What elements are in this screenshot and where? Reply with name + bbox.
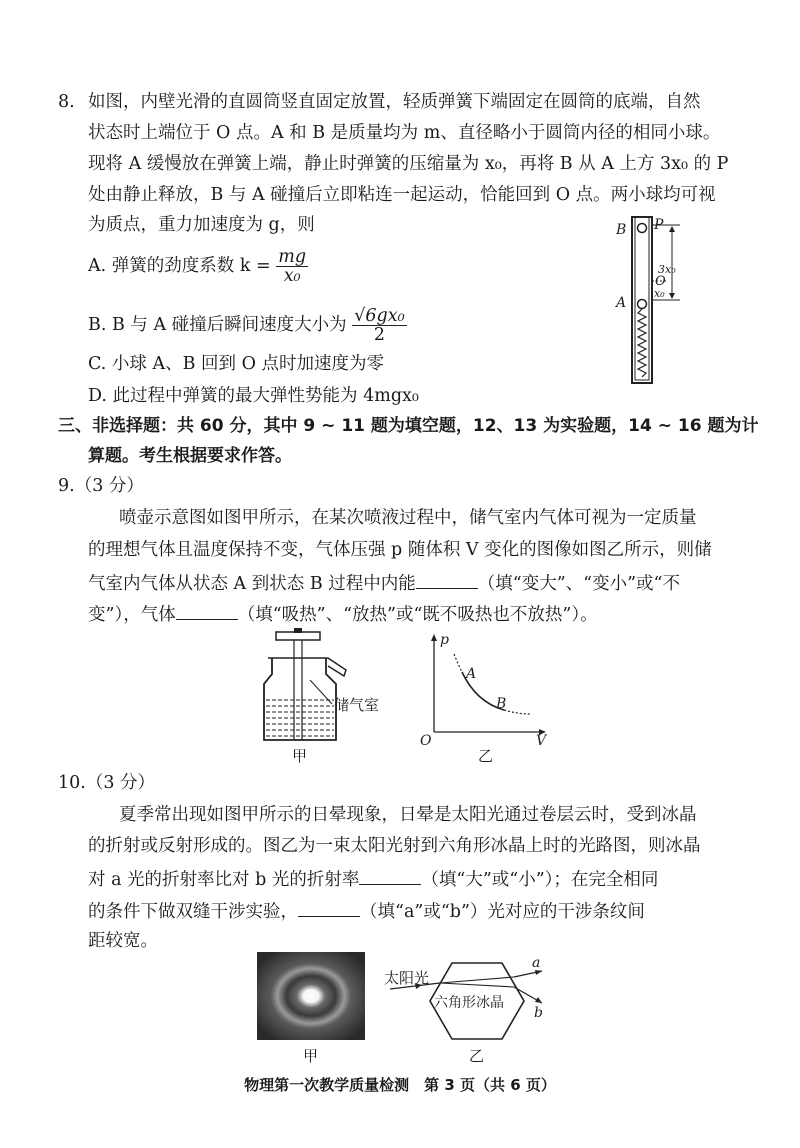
label-o: O	[655, 274, 666, 289]
label-ray-a: a	[532, 955, 541, 971]
label-sunlight: 太阳光	[384, 969, 430, 987]
label-a: A	[616, 295, 627, 311]
label-v-axis: V	[536, 733, 547, 746]
internal-ray-b	[440, 983, 514, 987]
q10-line-5: 距较宽。	[88, 931, 158, 951]
label-state-b: B	[496, 696, 507, 712]
nozzle	[268, 658, 346, 676]
q10-line-2: 的折射或反射形成的。图乙为一束太阳光射到六角形冰晶上时的光路图，则冰晶	[88, 836, 701, 856]
liquid-lines	[266, 700, 334, 736]
q8-option-a	[88, 248, 308, 285]
label-origin: O	[420, 733, 432, 746]
q9-figure-yi-caption: 乙	[478, 747, 494, 765]
ball-b	[638, 224, 647, 233]
q8-line-1: 如图，内壁光滑的直圆筒竖直固定放置，轻质弹簧下端固定在圆筒的底端，自然	[88, 92, 701, 112]
label-p-axis: p	[440, 632, 449, 648]
section-3-header-line-1: 三、非选择题：共 60 分，其中 9 ~ 11 题为填空题，12、13 为实验题，14 ~ 16 题为计	[58, 416, 759, 436]
q8-number: 8.	[58, 92, 75, 112]
q10-line-1: 夏季常出现如图甲所示的日晕现象，日晕是太阳光通过卷层云时，受到冰晶	[119, 805, 697, 825]
page-footer: 物理第一次教学质量检测 第 3 页（共 6 页）	[244, 1076, 556, 1094]
q8-option-a-text: A. 弹簧的劲度系数 k =	[88, 256, 271, 276]
q8-option-b-denominator: 2	[373, 325, 385, 345]
pump-knob	[294, 628, 302, 633]
chamber-label: 储气室	[334, 696, 380, 714]
internal-ray-a	[440, 977, 514, 983]
q8-option-a-numerator: mg	[278, 247, 307, 267]
q9-line-3-hint: （填“变大”、“变小”或“不	[477, 574, 680, 594]
q8-line-2: 状态时上端位于 O 点。A 和 B 是质量均为 m、直径略小于圆筒内径的相同小球。	[88, 123, 721, 143]
q8-line-3: 现将 A 缓慢放在弹簧上端，静止时弹簧的压缩量为 x₀，再将 B 从 A 上方 3x₀ 的 P	[88, 154, 729, 174]
arrow-up	[669, 226, 675, 232]
q8-option-b	[88, 307, 407, 344]
q10-line-4	[88, 898, 645, 924]
q9-blank-2[interactable]	[176, 601, 238, 620]
q9-spray-bottle-figure	[254, 628, 404, 750]
q9-figure-jia-caption: 甲	[292, 747, 308, 765]
label-state-a: A	[466, 666, 477, 682]
q8-option-b-text: B. B 与 A 碰撞后瞬间速度大小为	[88, 315, 347, 335]
q9-line-1: 喷壶示意图如图甲所示，在某次喷液过程中，储气室内气体可视为一定质量	[119, 508, 697, 528]
q10-blank-1[interactable]	[359, 866, 421, 885]
q10-halo-photo	[257, 952, 365, 1040]
q9-pv-graph	[418, 632, 558, 746]
label-x0: x₀	[654, 287, 665, 300]
q10-line-3-hint: （填“大”或“小”）；在完全相同	[421, 870, 659, 890]
q10-figure-yi-caption: 乙	[469, 1047, 485, 1065]
q9-line-3	[88, 570, 680, 596]
q8-option-b-fraction	[352, 307, 406, 344]
q9-blank-1[interactable]	[416, 570, 478, 589]
q8-line-5: 为质点，重力加速度为 g，则	[88, 215, 315, 235]
pump-handle	[276, 632, 320, 640]
section-3-header-line-2: 算题。考生根据要求作答。	[88, 446, 292, 466]
q8-option-d: D. 此过程中弹簧的最大弹性势能为 4mgx₀	[88, 386, 419, 406]
q8-tube-figure	[612, 215, 692, 387]
q9-line-3-text: 气室内气体从状态 A 到状态 B 过程中内能	[88, 574, 416, 594]
spring	[638, 309, 646, 377]
p-axis-arrow	[431, 634, 437, 641]
q9-line-2: 的理想气体且温度保持不变，气体压强 p 随体积 V 变化的图像如图乙所示，则储	[88, 540, 712, 560]
ball-a	[638, 300, 647, 309]
curve-dash-end	[504, 710, 530, 714]
label-crystal: 六角形冰晶	[434, 995, 504, 1011]
q9-line-4-hint: （填“吸热”、“放热”或“既不吸热也不放热”）。	[237, 605, 598, 625]
label-p: P	[654, 217, 664, 233]
q9-line-4	[88, 601, 598, 627]
q10-line-4-text: 的条件下做双缝干涉实验，	[88, 902, 298, 922]
q10-number: 10.（3 分）	[58, 773, 156, 793]
arrow-down	[669, 293, 675, 299]
q10-figure-jia-caption: 甲	[303, 1047, 319, 1065]
q9-number: 9.（3 分）	[58, 476, 144, 496]
q8-option-b-numerator: √6gx₀	[354, 306, 405, 326]
q9-line-4-text: 变”），气体	[88, 605, 176, 625]
q10-line-4-hint: （填“a”或“b”）光对应的干涉条纹间	[360, 902, 645, 922]
q8-option-a-denominator: x₀	[283, 266, 301, 286]
q10-line-3-text: 对 a 光的折射率比对 b 光的折射率	[88, 870, 360, 890]
q10-blank-2[interactable]	[298, 898, 360, 917]
q10-crystal-figure	[382, 955, 552, 1045]
label-b: B	[616, 222, 627, 238]
q8-option-a-fraction	[276, 248, 308, 285]
curve-dash-start	[454, 654, 462, 672]
label-ray-b: b	[534, 1005, 543, 1021]
label-3x0: 3x₀	[658, 263, 676, 276]
q8-option-c: C. 小球 A、B 回到 O 点时加速度为零	[88, 354, 384, 374]
q8-line-4: 处由静止释放，B 与 A 碰撞后立即粘连一起运动，恰能回到 O 点。两小球均可视	[88, 185, 716, 205]
halo-image	[257, 952, 365, 1040]
bottle-body	[264, 658, 336, 740]
q10-line-3	[88, 866, 658, 892]
